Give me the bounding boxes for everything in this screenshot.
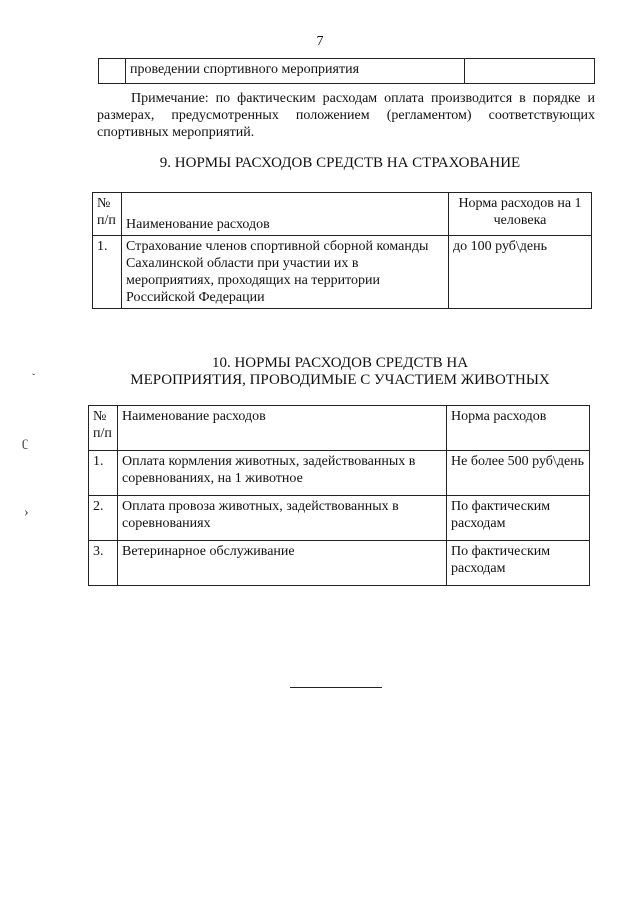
table-header-row [89,406,590,451]
note-paragraph: Примечание: по фактическим расходам оплата производится в порядке и размерах, предусмотренных положением (регламентом) соответствующих спортивных мероприятий. [97,91,595,140]
table-row [89,496,590,541]
header-name: Наименование расходов [118,406,447,451]
row-norm: По фактическим расходам [447,496,590,541]
row-name: Оплата провоза животных, задействованных в соревнованиях [118,496,447,541]
page-number: 7 [316,34,324,49]
header-norm: Норма расходов [447,406,590,451]
row-name: Ветеринарное обслуживание [118,541,447,586]
header-num: № п/п [93,193,122,236]
header-norm: Норма расходов на 1 человека [449,193,592,236]
section-9-title: 9. НОРМЫ РАСХОДОВ СРЕДСТВ НА СТРАХОВАНИЕ [159,155,521,171]
row-num: 1. [89,451,118,496]
scan-mark: ˇ [32,373,36,384]
section-10-title-line-2: МЕРОПРИЯТИЯ, ПРОВОДИМЫЕ С УЧАСТИЕМ ЖИВОТНЫХ [130,372,550,388]
table-row [89,451,590,496]
table-row [89,541,590,586]
insurance-table [92,192,592,309]
row-name: Страхование членов спортивной сборной команды Сахалинской области при участии их в мероприятиях, проходящих на территории Российской Федерации [122,236,449,309]
scan-mark: › [24,505,29,520]
row-num: 3. [89,541,118,586]
scan-mark: ʗ [22,435,29,450]
table-header-row [93,193,592,236]
row-name: Оплата кормления животных, задействованных в соревнованиях, на 1 животное [118,451,447,496]
top-table-text-cell: проведении спортивного мероприятия [126,59,465,84]
row-num: 2. [89,496,118,541]
top-table-num-cell [99,59,126,84]
header-name: Наименование расходов [122,193,449,236]
section-10-title-line-1: 10. НОРМЫ РАСХОДОВ СРЕДСТВ НА [211,355,469,371]
row-norm: Не более 500 руб\день [447,451,590,496]
row-num: 1. [93,236,122,309]
row-norm: По фактическим расходам [447,541,590,586]
closing-rule [290,687,382,688]
top-table-norm-cell [465,59,595,84]
table-row [93,236,592,309]
row-norm: до 100 руб\день [449,236,592,309]
top-table [98,58,595,84]
animals-table [88,405,590,586]
table-row [99,59,595,84]
header-num: № п/п [89,406,118,451]
